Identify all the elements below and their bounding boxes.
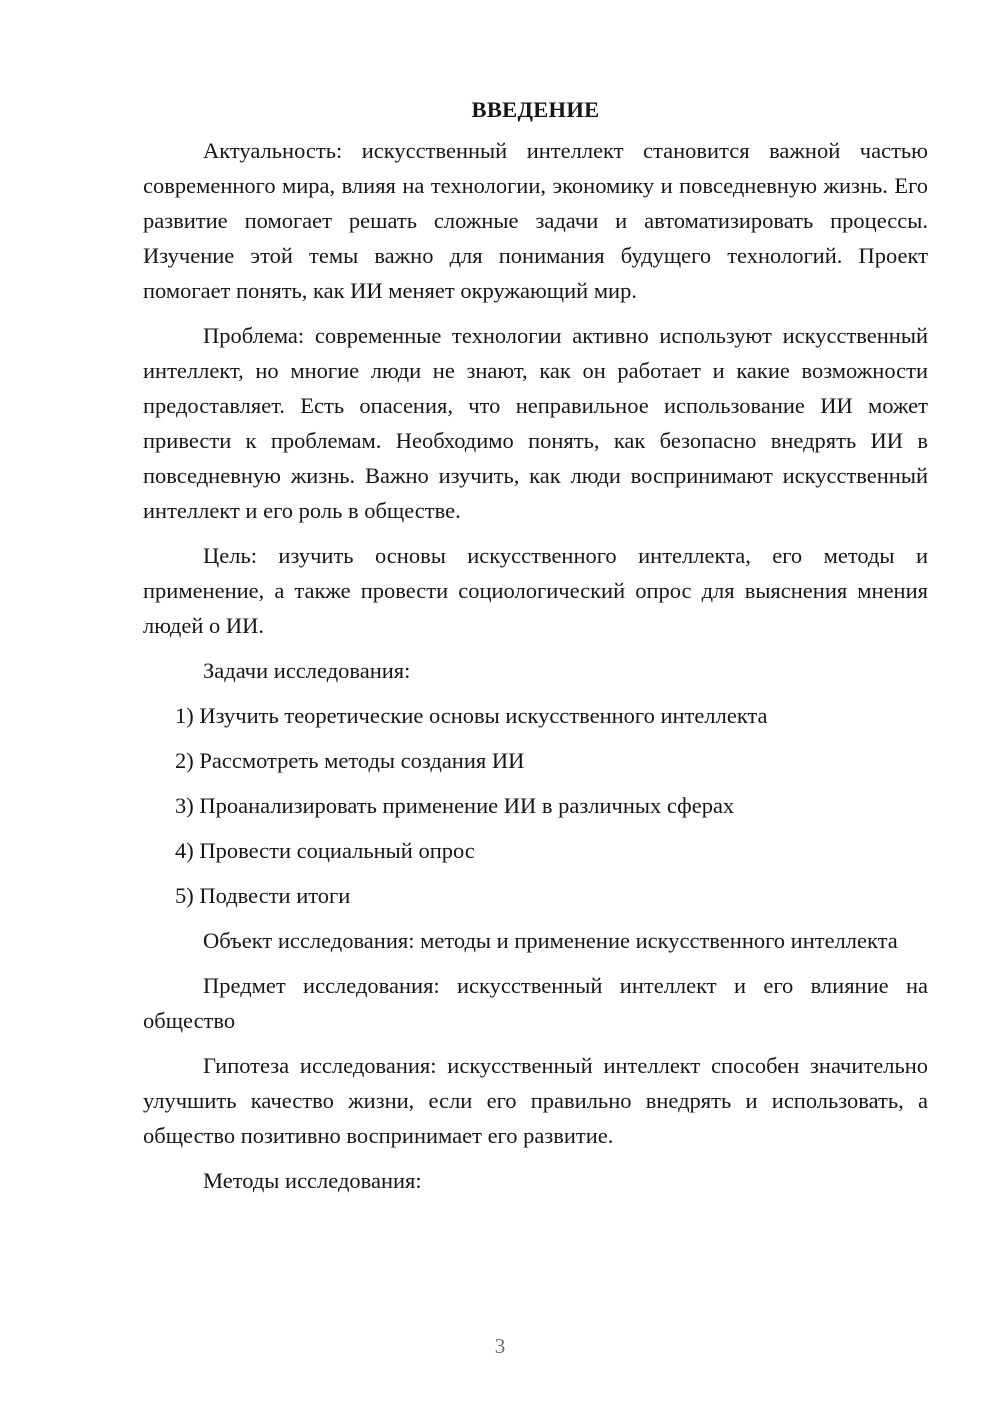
page-number: 3 [494, 1334, 506, 1358]
tasks-heading: Задачи исследования: [203, 658, 411, 683]
document-page [143, 92, 928, 1208]
paragraph-goal: Цель: изучить основы искусственного интеллекта, его методы и применение, а также провести социологический опрос для выяснения мнения людей о ИИ. [143, 543, 928, 638]
section-title: ВВЕДЕНИЕ [471, 97, 600, 122]
paragraph-relevance: Актуальность: искусственный интеллект становится важной частью современного мира, влияя на технологии, экономику и повседневную жизнь. Его развитие помогает решать сложные задачи и автоматизировать процессы. Изучение этой темы важно для понимания будущего технологий. Проект помогает понять, как ИИ меняет окружающий мир. [143, 138, 928, 303]
paragraph-subject: Предмет исследования: искусственный интеллект и его влияние на общество [143, 973, 928, 1033]
list-item: 5) Подвести итоги [175, 883, 351, 908]
tasks-list [143, 698, 928, 913]
list-item: 1) Изучить теоретические основы искусственного интеллекта [175, 703, 768, 728]
list-item: 4) Провести социальный опрос [175, 838, 475, 863]
paragraph-object: Объект исследования: методы и применение искусственного интеллекта [203, 928, 898, 953]
paragraph-hypothesis: Гипотеза исследования: искусственный интеллект способен значительно улучшить качество жизни, если его правильно внедрять и использовать, а общество позитивно воспринимает его развитие. [143, 1053, 928, 1148]
list-item: 2) Рассмотреть методы создания ИИ [175, 748, 525, 773]
list-item: 3) Проанализировать применение ИИ в различных сферах [175, 793, 735, 818]
methods-heading: Методы исследования: [203, 1168, 422, 1193]
paragraph-problem: Проблема: современные технологии активно используют искусственный интеллект, но многие люди не знают, как он работает и какие возможности предоставляет. Есть опасения, что неправильное использование ИИ может привести к проблемам. Необходимо понять, как безопасно внедрять ИИ в повседневную жизнь. Важно изучить, как люди воспринимают искусственный интеллект и его роль в обществе. [143, 323, 928, 523]
